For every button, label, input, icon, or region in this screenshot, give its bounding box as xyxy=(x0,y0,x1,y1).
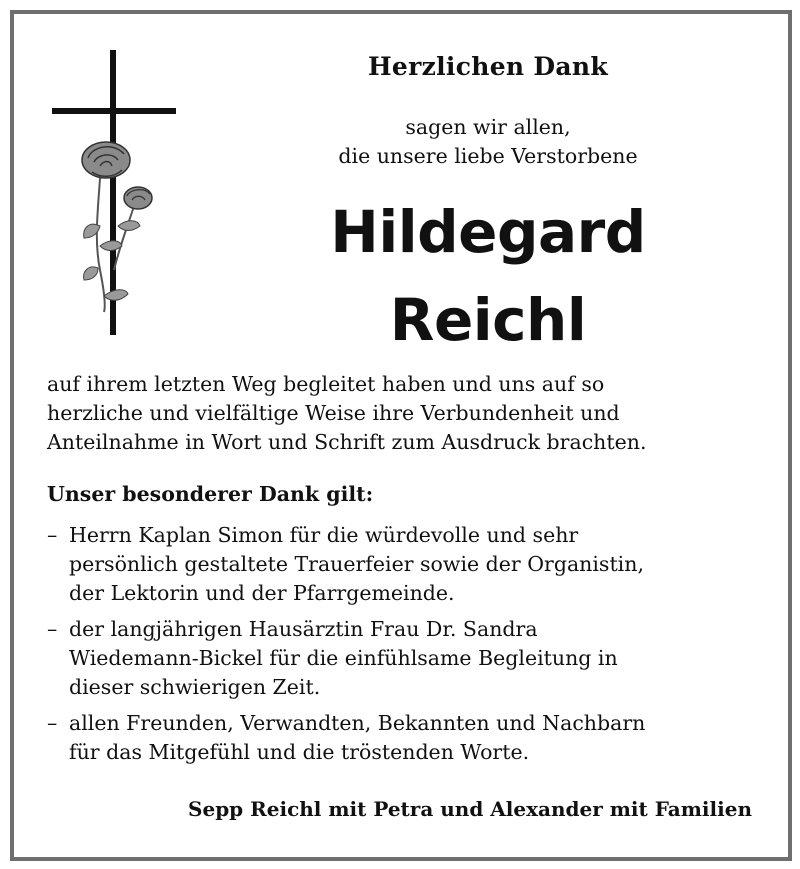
dash-bullet: – xyxy=(47,711,58,735)
list-item-line: der langjährigen Hausärztin Frau Dr. Sandra xyxy=(69,617,538,641)
list-item-line: allen Freunden, Verwandten, Bekannten und Nachbarn xyxy=(69,711,646,735)
list-item xyxy=(47,521,767,608)
special-thanks-list xyxy=(47,521,767,774)
signature: Sepp Reichl mit Petra und Alexander mit Familien xyxy=(188,797,752,821)
deceased-first-name: Hildegard xyxy=(330,198,646,266)
cross-with-roses-icon xyxy=(48,50,182,340)
list-item xyxy=(47,709,767,767)
list-item-line: für das Mitgefühl und die tröstenden Worte. xyxy=(69,740,530,764)
special-thanks-heading: Unser besonderer Dank gilt: xyxy=(47,482,374,506)
list-item-line: dieser schwierigen Zeit. xyxy=(69,675,321,699)
paragraph-line: herzliche und vielfältige Weise ihre Verbundenheit und xyxy=(47,401,620,425)
notice-title: Herzlichen Dank xyxy=(368,52,608,81)
thanks-paragraph xyxy=(47,370,767,457)
paragraph-line: auf ihrem letzten Weg begleitet haben und uns auf so xyxy=(47,372,605,396)
notice-lead xyxy=(288,113,688,171)
list-item-line: Wiedemann-Bickel für die einfühlsame Begleitung in xyxy=(69,646,618,670)
list-item-line: persönlich gestaltete Trauerfeier sowie der Organistin, xyxy=(69,552,644,576)
deceased-name xyxy=(270,188,706,364)
dash-bullet: – xyxy=(47,617,58,641)
deceased-last-name: Reichl xyxy=(389,286,587,354)
list-item-line: der Lektorin und der Pfarrgemeinde. xyxy=(69,581,455,605)
paragraph-line: Anteilnahme in Wort und Schrift zum Ausdruck brachten. xyxy=(47,430,647,454)
list-item-line: Herrn Kaplan Simon für die würdevolle und sehr xyxy=(69,523,579,547)
lead-line: sagen wir allen, xyxy=(405,115,571,139)
lead-line: die unsere liebe Verstorbene xyxy=(338,144,638,168)
rose-large xyxy=(82,142,130,178)
rose-small xyxy=(124,187,152,209)
list-item xyxy=(47,615,767,702)
dash-bullet: – xyxy=(47,523,58,547)
